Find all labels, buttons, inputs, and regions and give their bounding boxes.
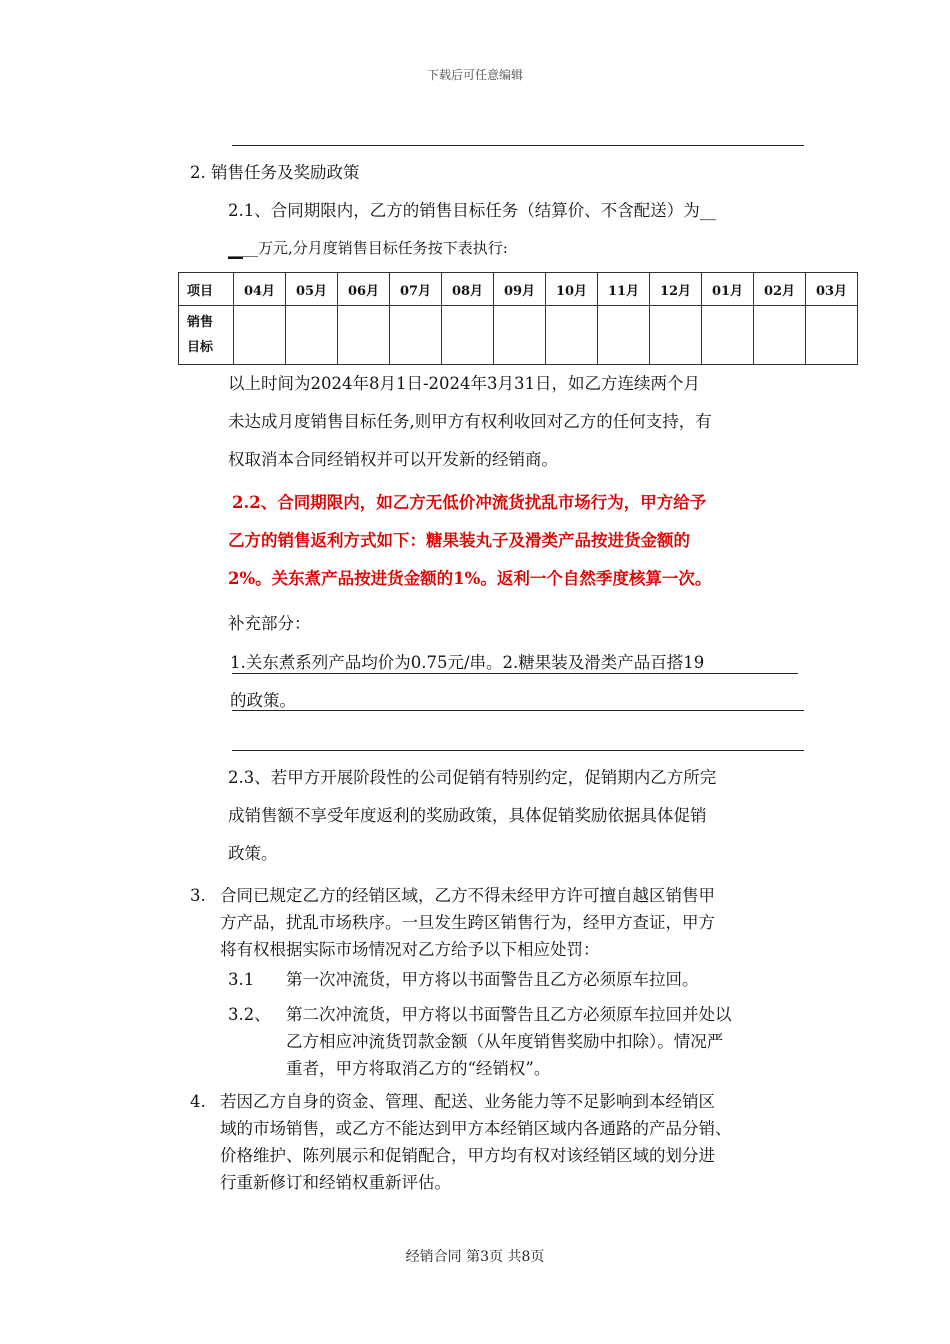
clause-3-2-number: 3.2、	[228, 1005, 271, 1024]
target-note-line3: 权取消本合同经销权并可以开发新的经销商。	[228, 450, 558, 469]
supplement-underline3	[232, 750, 804, 751]
table-cell	[754, 306, 806, 365]
header-cell: 12月	[650, 273, 702, 306]
table-cell	[546, 306, 598, 365]
row-label-line1: 销售	[187, 315, 214, 330]
table-cell	[390, 306, 442, 365]
supplement-underline1	[232, 673, 798, 674]
clause-2-1-line2	[228, 229, 508, 267]
row-label	[179, 306, 234, 365]
table-cell	[286, 306, 338, 365]
supplement-label: 补充部分：	[228, 614, 311, 633]
header-cell: 10月	[546, 273, 598, 306]
header-cell: 07月	[390, 273, 442, 306]
section-3-line1: 合同已规定乙方的经销区域，乙方不得未经甲方许可擅自越区销售甲	[220, 886, 715, 905]
clause-2-2-line2: 乙方的销售返利方式如下：糖果装丸子及滑类产品按进货金额的	[228, 531, 690, 550]
section-4-line3: 价格维护、陈列展示和促销配合，甲方均有权对该经销区域的划分进	[220, 1146, 715, 1165]
supplement-underline2	[232, 710, 804, 711]
clause-2-3-line2: 成销售额不享受年度返利的奖励政策，具体促销奖励依据具体促销	[228, 806, 707, 825]
section-3-line2: 方产品，扰乱市场秩序。一旦发生跨区销售行为，经甲方查证，甲方	[220, 913, 715, 932]
clause-2-3-line1: 2.3、若甲方开展阶段性的公司促销有特别约定，促销期内乙方所完	[228, 768, 717, 787]
clause-3-2-line1: 第二次冲流货，甲方将以书面警告且乙方必须原车拉回并处以	[286, 1005, 732, 1024]
page-footer: 经销合同 第3页 共8页	[405, 1249, 545, 1265]
table-header-row	[179, 273, 858, 306]
header-cell: 项目	[179, 273, 234, 306]
clause-2-3-line3: 政策。	[228, 844, 278, 863]
header-cell: 11月	[598, 273, 650, 306]
header-cell: 03月	[806, 273, 858, 306]
clause-2-1-line2-text: __万元,分月度销售目标任务按下表执行:	[243, 239, 508, 257]
section-4-line4: 行重新修订和经销权重新评估。	[220, 1173, 451, 1192]
target-note-line1: 以上时间为2024年8月1日-2024年3月31日，如乙方连续两个月	[228, 374, 701, 393]
header-cell: 02月	[754, 273, 806, 306]
supplement-line1: 1.关东煮系列产品均价为0.75元/串。2.糖果装及滑类产品百搭19	[230, 653, 705, 672]
header-cell: 08月	[442, 273, 494, 306]
page-header: 下载后可任意编辑	[426, 68, 523, 82]
header-cell: 06月	[338, 273, 390, 306]
target-note-line2: 未达成月度销售目标任务,则甲方有权利收回对乙方的任何支持，有	[228, 412, 712, 431]
header-cell: 01月	[702, 273, 754, 306]
table-cell	[494, 306, 546, 365]
table-cell	[234, 306, 286, 365]
row-label-line2: 目标	[187, 340, 214, 355]
blank-line-top	[232, 145, 804, 146]
clause-2-1-line1: 2.1、合同期限内，乙方的销售目标任务（结算价、不含配送）为__	[228, 201, 717, 220]
clause-2-2-line1: 2.2、合同期限内，如乙方无低价冲流货扰乱市场行为，甲方给予	[232, 493, 707, 512]
section-4-number: 4.	[190, 1092, 206, 1111]
clause-2-2-line3: 2%。关东煮产品按进货金额的1%。返利一个自然季度核算一次。	[228, 569, 712, 588]
clause-3-1-text: 第一次冲流货，甲方将以书面警告且乙方必须原车拉回。	[286, 970, 699, 989]
table-cell	[338, 306, 390, 365]
section-4-line2: 域的市场销售，或乙方不能达到甲方本经销区域内各通路的产品分销、	[220, 1119, 732, 1138]
section-4-line1: 若因乙方自身的资金、管理、配送、业务能力等不足影响到本经销区	[220, 1092, 715, 1111]
table-row	[179, 306, 858, 365]
table-cell	[442, 306, 494, 365]
header-cell: 09月	[494, 273, 546, 306]
clause-3-2-line3: 重者，甲方将取消乙方的“经销权”。	[286, 1059, 551, 1078]
table-cell	[598, 306, 650, 365]
clause-3-2-line2: 乙方相应冲流货罚款金额（从年度销售奖励中扣除）。情况严	[286, 1032, 724, 1051]
header-cell: 04月	[234, 273, 286, 306]
clause-3-1-number: 3.1	[228, 970, 255, 989]
section-2-title: 2. 销售任务及奖励政策	[190, 163, 360, 182]
section-3-line3: 将有权根据实际市场情况对乙方给予以下相应处罚：	[220, 940, 600, 959]
section-3-number: 3.	[190, 886, 206, 905]
table-cell	[806, 306, 858, 365]
supplement-line2: 的政策。	[230, 691, 296, 710]
monthly-target-table	[178, 272, 858, 365]
table-cell	[650, 306, 702, 365]
header-cell: 05月	[286, 273, 338, 306]
blank-amount: __	[228, 239, 243, 257]
table-cell	[702, 306, 754, 365]
